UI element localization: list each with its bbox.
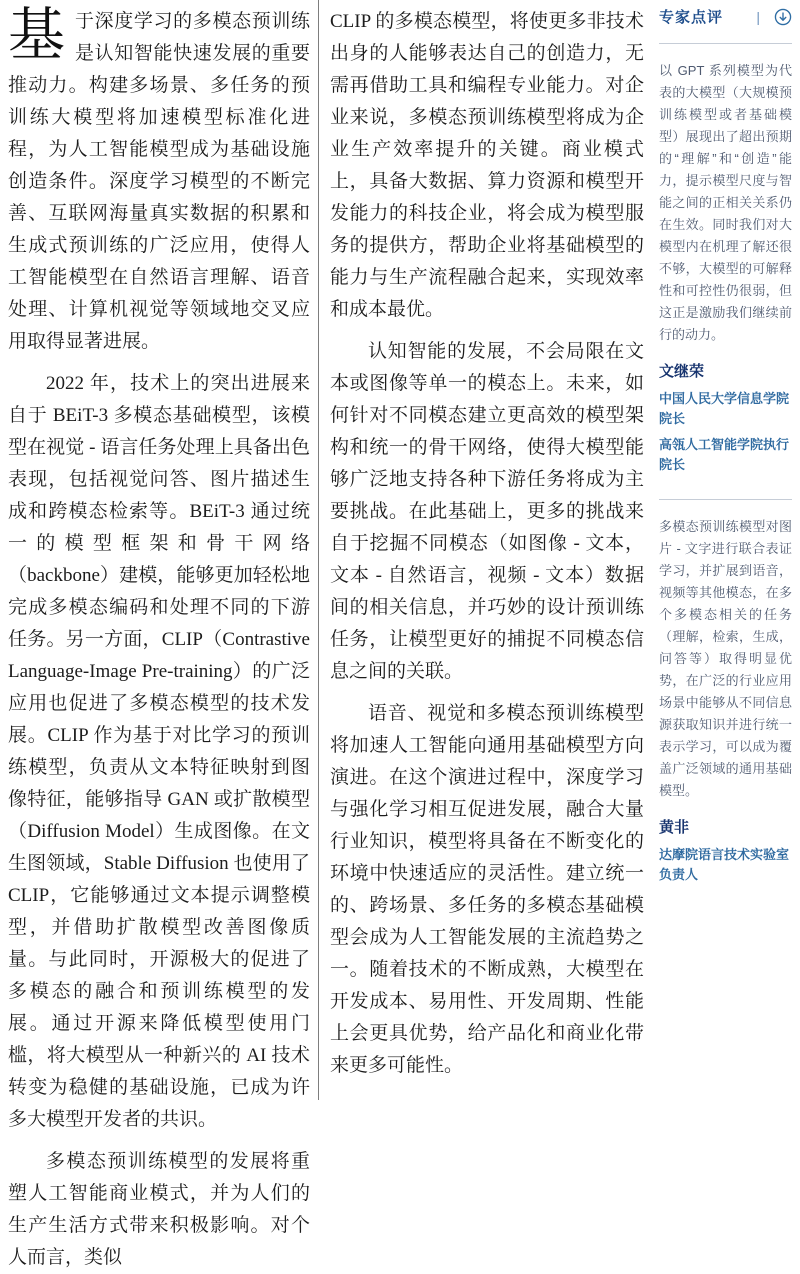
paragraph: 多模态预训练模型的发展将重塑人工智能商业模式，并为人们的生产生活方式带来积极影响。对个人而言，类似 [8, 1151, 310, 1268]
sidebar-header [659, 6, 792, 27]
expert-title: 中国人民大学信息学院院长 [659, 391, 790, 426]
paragraph-intro [8, 6, 310, 358]
drop-cap: 基 [8, 4, 65, 67]
expert-title: 高瓴人工智能学院执行院长 [659, 437, 790, 472]
paragraph-text: 于深度学习的多模态预训练是认知智能快速发展的重要推动力。构建多场景、多任务的预训练大模型将加速模型标准化进程，为人工智能模型成为基础设施创造条件。深度学习模型的不断完善、互联网海量真实数据的积累和生成式预训练的广泛应用，使得人工智能模型在自然语言理解、语音处理、计算机视觉等领域地交叉应用取得显著进展。 [8, 11, 310, 352]
paragraph: 语音、视觉和多模态预训练模型将加速人工智能向通用基础模型方向演进。在这个演进过程中，深度学习与强化学习相互促进发展，融合大量行业知识，模型将具备在不断变化的环境中快速适应的灵活性。建立统一的、跨场景、多任务的多模态基础模型会成为人工智能发展的主流趋势之一。随着技术的不断成熟，大模型在开发成本、易用性、开发周期、性能上会更具优势，给产品化和商业化带来更多可能性。 [330, 703, 644, 1076]
sidebar-separator: | [756, 8, 760, 25]
expert-block [659, 516, 792, 885]
circle-down-arrow-icon[interactable] [774, 8, 792, 26]
expert-comment: 以 GPT 系列模型为代表的大模型（大规模预训练模型或者基础模型）展现出了超出预期的“理解”和“创造”能力，提示模型尺度与智能之间的正相关关系仍在生效。同时我们对大模型内在机理了解还很不够，大模型的可解释性和可控性仍很弱，但这正是激励我们继续前行的动力。 [659, 63, 792, 342]
expert-title: 达摩院语言技术实验室负责人 [659, 847, 790, 882]
sidebar-divider [659, 43, 792, 44]
expert-commentary-sidebar [659, 6, 792, 909]
sidebar-divider [659, 499, 792, 500]
paragraph: 2022 年，技术上的突出进展来自于 BEiT-3 多模态基础模型，该模型在视觉 - 语言任务处理上具备出色表现，包括视觉问答、图片描述生成和跨模态检索等。BEiT-3 通过统一的模型框架和骨干网络（backbone）建模，能够更加轻松地完成多模态编码和处理不同的下游任务。另一方面，CLIP（Contrastive Language-Image Pre-training）的广泛应用也促进了多模态模型的技术发展。CLIP 作为基于对比学习的预训练模型，负责从文本特征映射到图像特征，能够指导 GAN 或扩散模型（Diffusion Model）生成图像。在文生图领域，Stable Diffusion 也使用了 CLIP，它能够通过文本提示调整模型，并借助扩散模型改善图像质量。与此同时，开源极大的促进了多模态的融合和预训练模型的发展。通过开源来降低模型使用门槛，将大模型从一种新兴的 AI 技术转变为稳健的基础设施，已成为许多大模型开发者的共识。 [8, 373, 310, 1130]
article-middle-column [330, 6, 644, 1082]
column-divider [318, 0, 319, 1100]
expert-block [659, 60, 792, 475]
paragraph: 认知智能的发展，不会局限在文本或图像等单一的模态上。未来，如何针对不同模态建立更高效的模型架构和统一的骨干网络，使得大模型能够广泛地支持各种下游任务将成为主要挑战。在此基础上，更多的挑战来自于挖掘不同模态（如图像 - 文本，文本 - 自然语言，视频 - 文本）数据间的相关信息，并巧妙的设计预训练任务，让模型更好的捕捉不同模态信息之间的关联。 [330, 341, 644, 682]
expert-comment: 多模态预训练模型对图片 - 文字进行联合表证学习，并扩展到语音，视频等其他模态，在多个多模态相关的任务（理解，检索，生成，问答等）取得明显优势，在广泛的行业应用场景中能够从不同信息源获取知识并进行统一表示学习，可以成为覆盖广泛领域的通用基础模型。 [659, 519, 792, 798]
expert-name: 黄非 [659, 819, 690, 836]
article-left-column [8, 6, 310, 1274]
paragraph: CLIP 的多模态模型，将使更多非技术出身的人能够表达自己的创造力，无需再借助工具和编程专业能力。对企业来说，多模态预训练模型将成为企业生产效率提升的关键。商业模式上，具备大数据、算力资源和模型开发能力的科技企业，将会成为模型服务的提供方，帮助企业将基础模型的能力与生产流程融合起来，实现效率和成本最优。 [330, 11, 644, 320]
sidebar-title: 专家点评 [659, 9, 724, 26]
expert-name: 文继荣 [659, 363, 705, 380]
